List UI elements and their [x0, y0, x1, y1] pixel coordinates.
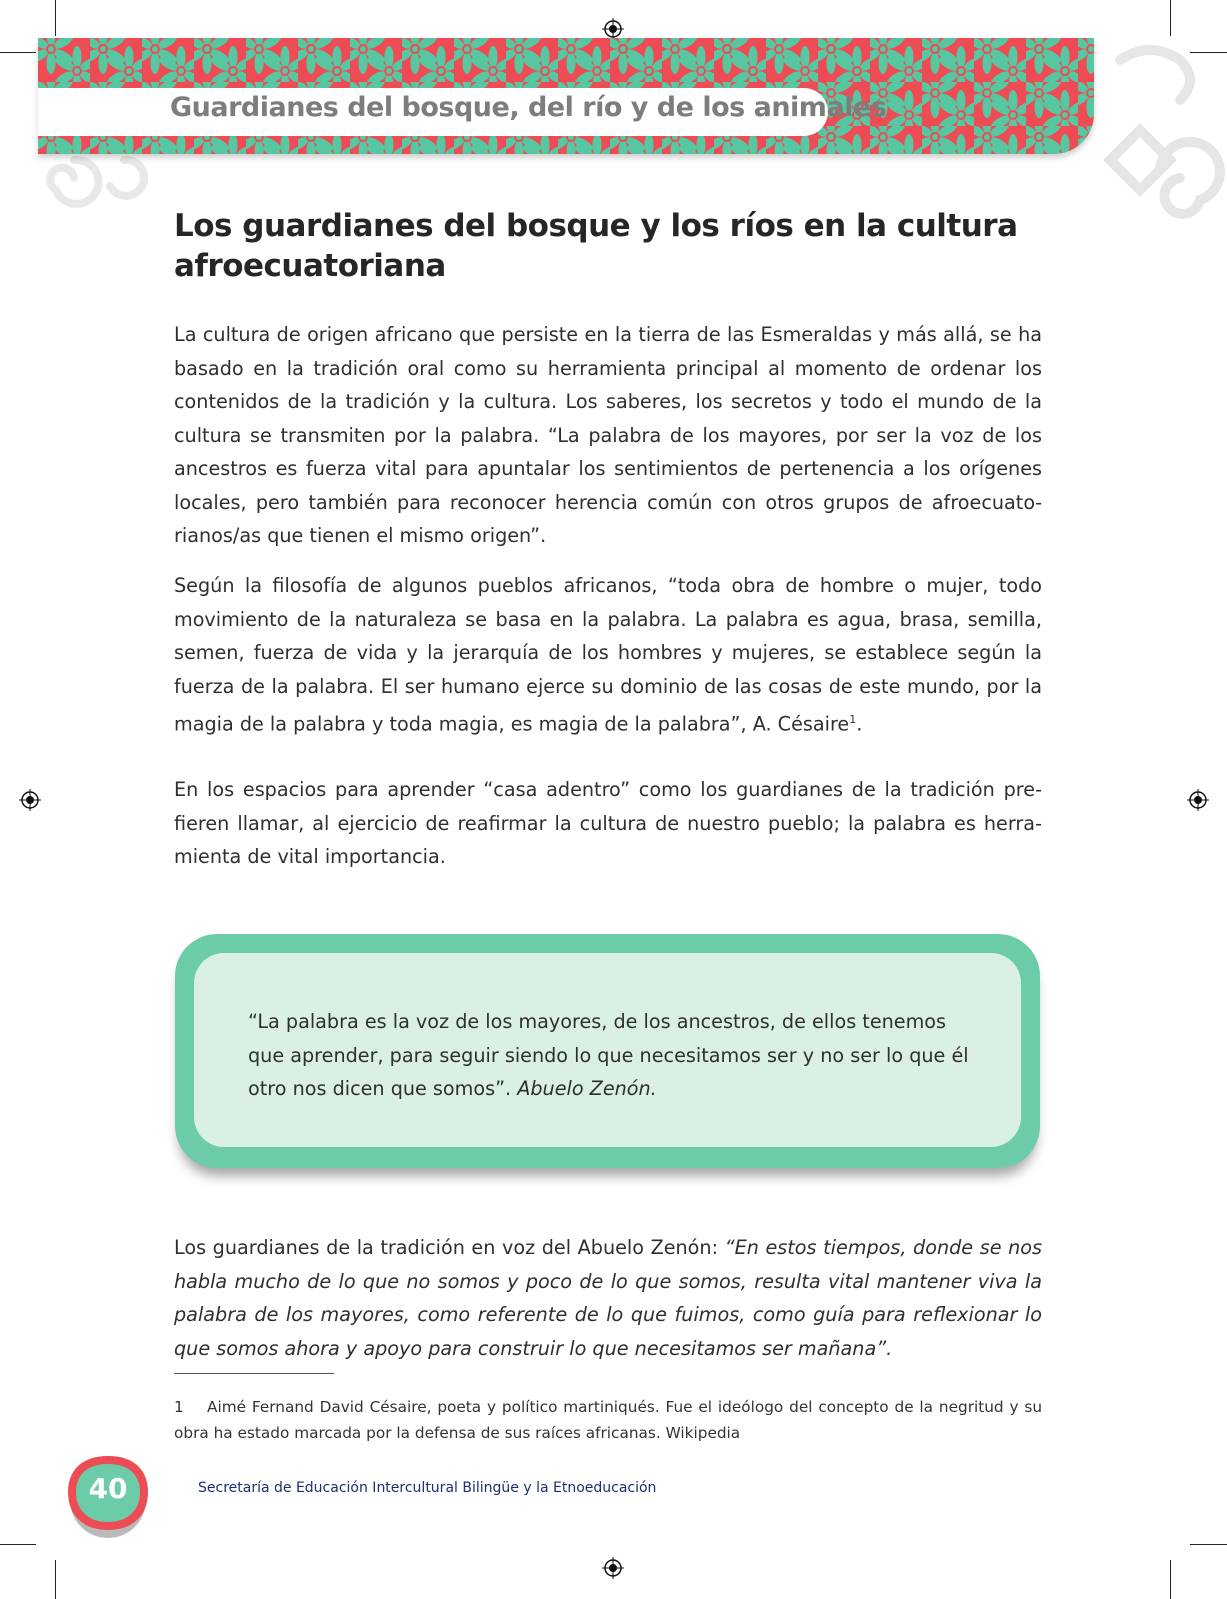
- page-number: 40: [88, 1472, 128, 1505]
- footnote-number: 1: [174, 1398, 184, 1416]
- paragraph-4: [174, 1231, 1042, 1365]
- paragraph-2-end: .: [856, 712, 863, 736]
- paragraph-2: [174, 569, 1042, 741]
- footnote-text: Aimé Fernand David Césaire, poeta y político martiniqués. Fue el ideólogo del concepto de la negritud y su obra ha estado marcada por la defensa de sus raíces africanas. Wikipedia: [174, 1398, 1043, 1442]
- page-number-badge: [66, 1450, 150, 1542]
- crop-mark: [0, 1544, 36, 1545]
- crop-mark: [55, 0, 56, 36]
- quote-text: [248, 1005, 988, 1106]
- paragraph-1: La cultura de origen africano que persiste en la tierra de las Esmeraldas y más allá, se ha basado en la tradición oral como su herramienta principal al momento de ordenar los contenidos de la tradición y la cultura. Los saberes, los secretos y todo el mundo de la cultura se transmiten por la palabra. “La palabra de los mayores, por ser la voz de los ancestros es fuerza vital para apuntalar los sentimientos de pertenencia a los orígenes locales, pero también para reconocer herencia común con otros grupos de afroecuatorianos/as que tienen el mismo origen”.: [174, 323, 1042, 547]
- footnote-divider: [174, 1373, 334, 1374]
- crop-mark: [1170, 0, 1171, 36]
- quote-attribution: Abuelo Zenón.: [517, 1077, 657, 1100]
- running-title: Guardianes del bosque, del río y de los animales: [170, 92, 887, 123]
- crop-mark: [0, 52, 36, 53]
- crop-mark: [1170, 1560, 1171, 1599]
- registration-mark-icon: [1187, 789, 1209, 811]
- quote-box-inner: [194, 953, 1021, 1147]
- section-title: Los guardianes del bosque y los ríos en la cultura afroecuatoriana: [174, 208, 1018, 284]
- registration-mark-icon: [19, 789, 41, 811]
- crop-mark: [1190, 1544, 1227, 1545]
- paragraph-3: En los espacios para aprender “casa adentro” como los guardianes de la tradición prefieren llamar, al ejercicio de reafirmar la cultura de nuestro pueblo; la palabra es herramienta de vital importancia.: [174, 778, 1042, 868]
- paragraph-4-intro: Los guardianes de la tradición en voz del Abuelo Zenón:: [174, 1236, 725, 1259]
- registration-mark-icon: [602, 18, 624, 40]
- quote-body: “La palabra es la voz de los mayores, de los ancestros, de ellos tenemos que aprender, para seguir siendo lo que necesitamos ser y no ser lo que él otro nos dicen que somos”.: [248, 1010, 969, 1100]
- registration-mark-icon: [602, 1557, 624, 1579]
- footnote: [174, 1394, 1042, 1446]
- running-title-strip: [38, 88, 887, 136]
- crop-mark: [55, 1560, 56, 1599]
- footnote-reference: 1: [849, 713, 857, 726]
- decorative-swirl-icon: [44, 150, 154, 220]
- quote-box: [175, 934, 1040, 1168]
- paragraph-2-text: Según la filosofía de algunos pueblos africanos, “toda obra de hombre o mujer, todo movimiento de la naturaleza se basa en la palabra. La palabra es agua, brasa, semilla, semen, fuerza de vida y la jerarquía de los hombres y mujeres, se establece según la fuerza de la palabra. El ser humano ejerce su dominio de las cosas de este mundo, por la magia de la palabra y toda magia, es magia de la palabra”, A. Césaire: [174, 574, 1042, 736]
- paragraph-4-quote: “En estos tiempos, donde se nos habla mucho de lo que no somos y poco de lo que somos, resulta vital mantener viva la palabra de los mayores, como referente de lo que fuimos, como guía para reflexionar lo que somos ahora y apoyo para construir lo que necesitamos ser mañana”.: [174, 1236, 1042, 1360]
- footer-publisher: Secretaría de Educación Intercultural Bilingüe y la Etnoeducación: [198, 1480, 657, 1496]
- header-banner: [38, 38, 1094, 154]
- decorative-swirl-icon: [1100, 40, 1227, 250]
